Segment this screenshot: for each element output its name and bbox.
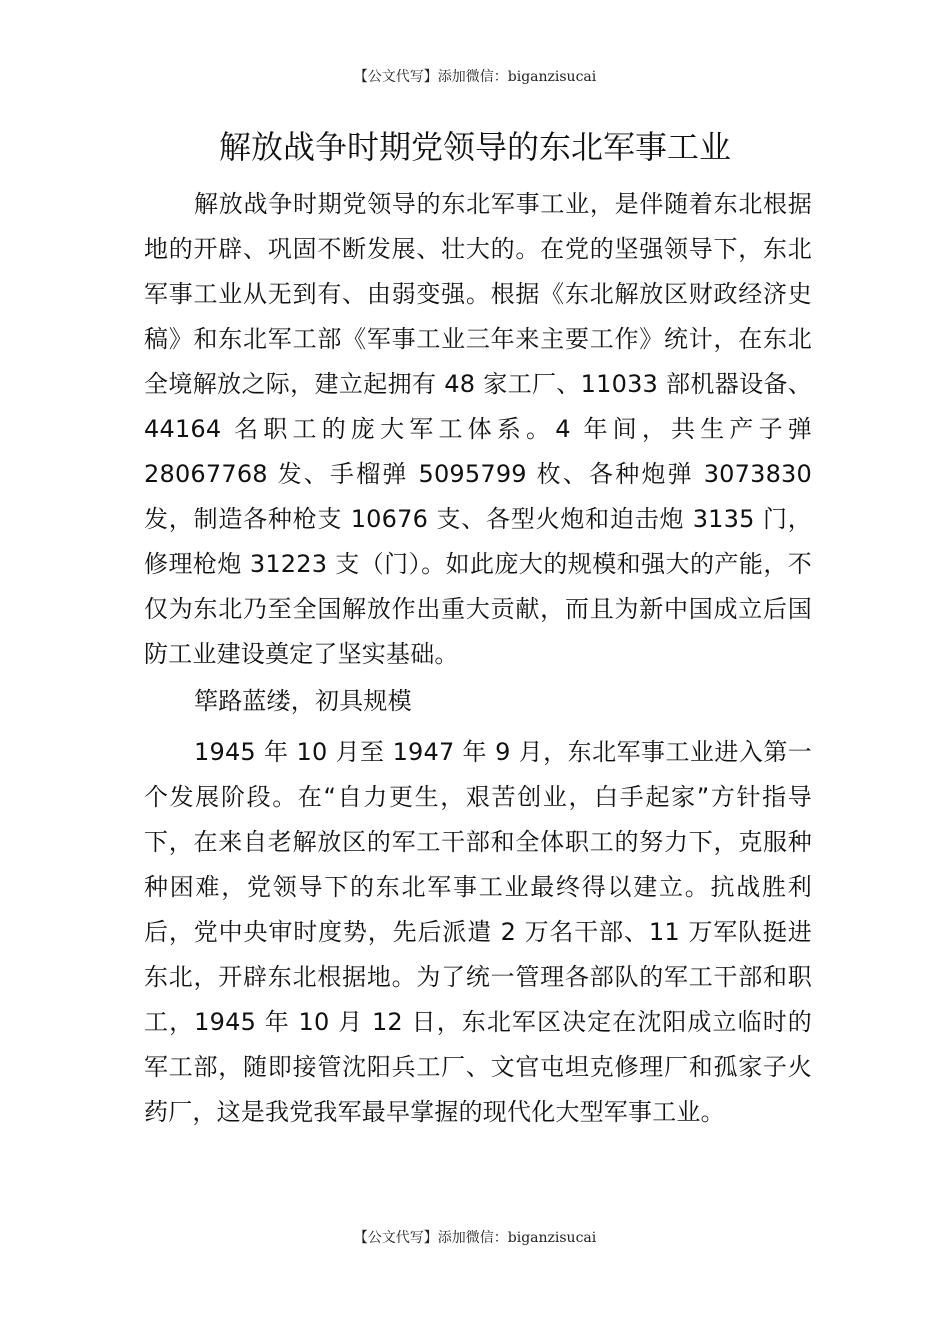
section-subheading: 筚路蓝缕，初具规模: [194, 687, 412, 715]
body-paragraph: 解放战争时期党领导的东北军事工业，是伴随着东北根据地的开辟、巩固不断发展、壮大的。在党的坚强领导下，东北军事工业从无到有、由弱变强。根据《东北解放区财政经济史稿》和东北军工部《军事工业三年来主要工作》统计，在东北全境解放之际，建立起拥有 48 家工厂、11033 部机器设备、44164 名职工的庞大军工体系。4 年间，共生产子弹 28067768 发、手榴弹 5095799 枚、各种炮弹 3073830 发，制造各种枪支 10676 支、各型火炮和迫击炮 3135 门，修理枪炮 31223 支（门）。如此庞大的规模和强大的产能，不仅为东北乃至全国解放作出重大贡献，而且为新中国成立后国防工业建设奠定了坚实基础。: [144, 190, 812, 668]
page-header: 【公文代写】添加微信：biganzisucai: [353, 69, 597, 85]
document-body: [144, 182, 812, 1135]
body-paragraph: 1945 年 10 月至 1947 年 9 月，东北军事工业进入第一个发展阶段。在“自力更生，艰苦创业，白手起家”方针指导下，在来自老解放区的军工干部和全体职工的努力下，克服种种困难，党领导下的东北军事工业最终得以建立。抗战胜利后，党中央审时度势，先后派遣 2 万名干部、11 万军队挺进东北，开辟东北根据地。为了统一管理各部队的军工干部和职工，1945 年 10 月 12 日，东北军区决定在沈阳成立临时的军工部，随即接管沈阳兵工厂、文官屯坦克修理厂和孤家子火药厂，这是我党我军最早掌握的现代化大型军事工业。: [144, 738, 812, 1126]
page-footer: 【公文代写】添加微信：biganzisucai: [353, 1230, 597, 1246]
document-title: 解放战争时期党领导的东北军事工业: [218, 128, 731, 166]
